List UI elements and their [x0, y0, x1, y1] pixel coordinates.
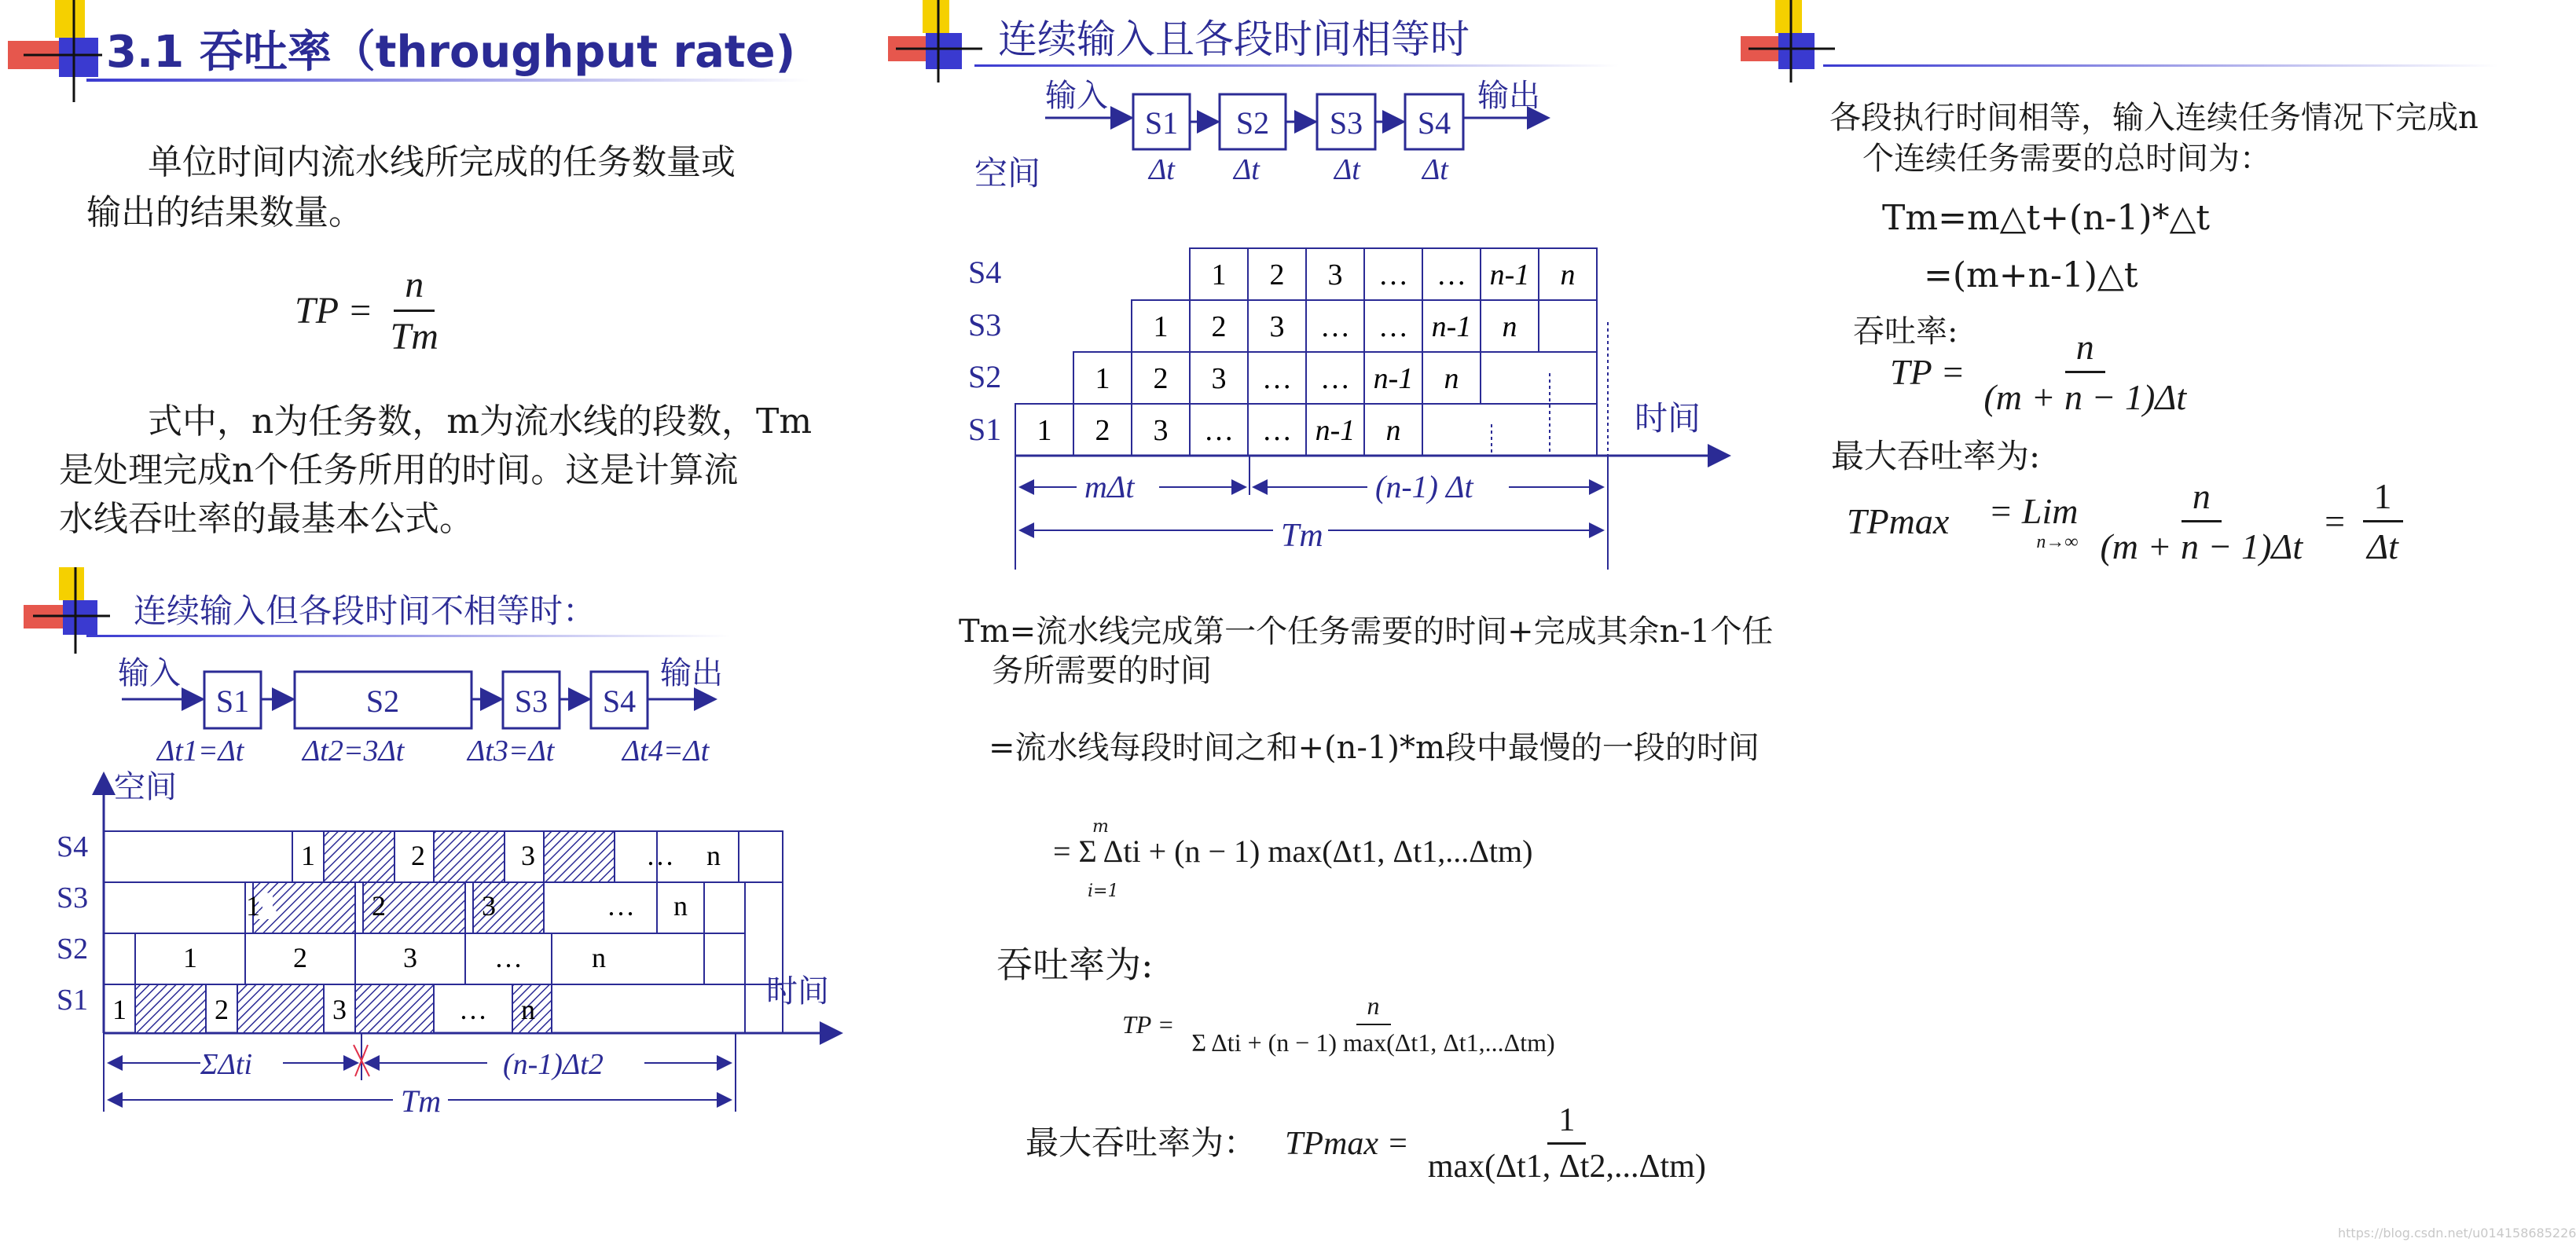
diagram1-row-label-s4: S4 [57, 830, 89, 863]
watermark: https://blog.csdn.net/u014158685226 [2338, 1226, 2576, 1241]
pipeline2-stage-s1-label: S1 [1144, 105, 1179, 141]
s3-cell-4: … [607, 890, 635, 922]
pipeline2-input-label: 输入 [1045, 78, 1108, 113]
col3-intro-line-1: 各段执行时间相等，输入连续任务情况下完成n [1829, 100, 2479, 136]
eq-s2-idle [1481, 352, 1597, 404]
eq-s4-cell-6-label: n-1 [1489, 258, 1530, 291]
eq-s3-cell-7-label: n [1502, 310, 1517, 343]
eq-s2-cell-5-label: … [1320, 362, 1350, 395]
s1-cell-4: … [459, 994, 487, 1025]
s2-cell-2: 2 [293, 942, 307, 973]
col3-tp-num: n [2065, 326, 2105, 373]
tp-basic-den: Tm [390, 316, 439, 357]
eq-s3-cell-1-label: 1 [1153, 310, 1169, 343]
eq-s4-cell-2-label: 2 [1269, 258, 1285, 291]
eq-s2-cell-6-label: n-1 [1373, 362, 1414, 395]
diagram1-row-label-s3: S3 [57, 881, 89, 914]
pipeline2-stage-s4-label: S4 [1417, 105, 1451, 141]
diagram1-row-s3 [104, 882, 745, 933]
col3-max-lim: = Lim [1988, 490, 2079, 531]
pipeline2-duration-2: Δt [1234, 153, 1260, 186]
spacetime-equal [959, 145, 1729, 574]
page-title: 3.1 吞吐率（throughput rate) [106, 27, 796, 78]
eq-s1-idle [1422, 404, 1597, 456]
col3-tm-line-1: Tm=m△t+(n-1)*△t [1882, 198, 2211, 238]
s2-cell-3: 3 [403, 942, 417, 973]
pipeline1-input-label: 输入 [118, 655, 181, 691]
col3-max-label: 最大吞吐率为: [1831, 437, 2041, 475]
pipeline1-duration-2: Δt2=3Δt [303, 735, 405, 768]
eq-s2-cell-1-label: 1 [1095, 362, 1110, 395]
diagram2-row-label-s4: S4 [968, 255, 1002, 290]
definition-line-2: 输出的结果数量。 [86, 192, 363, 233]
column2-title: 连续输入且各段时间相等时 [998, 16, 1470, 62]
pipeline1-stage-s4-label: S4 [602, 683, 637, 719]
col3-tp-label: 吞吐率: [1853, 313, 1958, 350]
eq-s1-cell-1-label: 1 [1037, 414, 1052, 447]
eq-s4-cell-4-label: … [1378, 258, 1408, 291]
s3-cell-5: n [673, 890, 688, 922]
svg-text:1: 1 [260, 890, 274, 922]
col3-max-eq: = [2325, 501, 2346, 541]
col3-tp-formula [1890, 326, 2197, 418]
diagram1-row-label-s1: S1 [57, 984, 89, 1017]
diagram1-row-s1 [104, 984, 783, 1033]
eq-s1-cell-5-label: … [1262, 414, 1292, 447]
pipeline1-stage-s3-label: S3 [514, 683, 549, 719]
diagram2-y-axis-label: 空间 [974, 156, 1041, 192]
eq-s1-cell-3-label: 3 [1153, 414, 1169, 447]
tp-unequal-num: n [1356, 991, 1391, 1025]
s3-cell-2: 2 [372, 890, 386, 922]
eq-s1-cell-6-label: n-1 [1315, 414, 1356, 447]
diagram1-total: Tm [401, 1083, 442, 1119]
section-logo-icon [24, 567, 110, 654]
s3-cell-1: 1 [246, 890, 260, 922]
diagram1-row-label-s2: S2 [57, 933, 89, 966]
diagram2-total: Tm [1281, 518, 1323, 554]
tp-unequal-lhs: TP = [1122, 1010, 1175, 1039]
eq-s3-cell-6-label: n-1 [1431, 310, 1472, 343]
s2-cell-4: … [494, 942, 523, 973]
eq-s2-cell-4-label: … [1262, 362, 1292, 395]
pipeline2-duration-4: Δt [1422, 153, 1448, 186]
eq-s2-cell-3-label: 3 [1211, 362, 1227, 395]
s4-cell-4: … [646, 840, 674, 871]
explanation-line-1: 式中，n为任务数，m为流水线的段数，Tm [148, 401, 813, 442]
s2-cell-5: n [592, 942, 606, 973]
column2-logo-icon [888, 0, 982, 82]
s4-cell-3: 3 [521, 840, 535, 871]
diagram1-span-sum: ΣΔti [200, 1048, 252, 1081]
column3-underline [1823, 64, 2499, 67]
pipeline2-stage-s2-label: S2 [1235, 105, 1270, 141]
tpmax-label: 最大吞吐率为： [1026, 1123, 1257, 1162]
s4-cell-5: n [706, 840, 721, 871]
column2-underline [974, 64, 1619, 67]
title-underline [86, 79, 809, 82]
definition-line-1: 单位时间内流水线所完成的任务数量或 [148, 142, 736, 182]
col3-tp-lhs: TP = [1890, 352, 1965, 392]
tpmax-unequal-formula [1285, 1101, 1717, 1186]
diagram2-span-rest: (n-1) Δt [1375, 469, 1473, 504]
pipeline1-duration-3: Δt3=Δt [468, 735, 555, 768]
col3-max-den: (m + n − 1)Δt [2100, 526, 2303, 566]
explanation-line-3: 水线吞吐率的最基本公式。 [59, 499, 474, 539]
s1-cell-5: n [521, 994, 535, 1025]
eq-s3-cell-3-label: 3 [1269, 310, 1285, 343]
col3-max-den2: Δt [2367, 526, 2398, 566]
tp-unequal-den: Σ Δti + (n − 1) max(Δt1, Δt1,...Δtm) [1191, 1028, 1555, 1057]
col3-intro-line-2: 个连续任务需要的总时间为： [1862, 141, 2271, 177]
sum-formula: = Σ Δti + (n − 1) max(Δt1, Δt1,...Δtm) [1053, 834, 1533, 869]
tm-definition-line-3: =流水线每段时间之和+(n-1)*m段中最慢的一段的时间 [989, 730, 1760, 766]
pipeline2-stage-s3-label: S3 [1329, 105, 1363, 141]
pipeline1-stage-s2-label: S2 [365, 683, 400, 719]
col3-max-num: n [2182, 475, 2222, 522]
s4-cell-1: 1 [301, 840, 315, 871]
pipeline1-stage-s1-label: S1 [215, 683, 250, 719]
eq-s1-cell-2-label: 2 [1095, 414, 1110, 447]
diagram2-row-label-s1: S1 [968, 412, 1002, 447]
diagram1-row-s2 [135, 933, 704, 984]
tp-basic-formula [295, 263, 450, 358]
section-subtitle-unequal: 连续输入但各段时间不相等时： [134, 592, 596, 630]
tp-basic-lhs: TP = [295, 290, 373, 332]
subtitle-underline [86, 635, 731, 637]
pipeline1-duration-1: Δt1=Δt [157, 735, 244, 768]
s1-cell-2: 2 [215, 994, 229, 1025]
eq-s2-cell-2-label: 2 [1153, 362, 1169, 395]
s1-cell-1: 1 [112, 994, 127, 1025]
column3-logo-icon [1741, 0, 1835, 82]
pipeline-unequal [110, 644, 770, 770]
diagram1-x-axis-label: 时间 [766, 973, 829, 1009]
tp-basic-num: n [394, 263, 435, 312]
explanation-line-2: 是处理完成n个任务所用的时间。这是计算流 [59, 450, 739, 490]
col3-max-num2: 1 [2363, 475, 2403, 522]
s1-cell-3: 3 [332, 994, 347, 1025]
eq-s3-idle [1539, 300, 1597, 352]
pipeline2-output-label: 输出 [1477, 78, 1540, 113]
s3-cell-3: 3 [482, 890, 496, 922]
diagram2-x-axis-label: 时间 [1635, 401, 1701, 438]
eq-s4-cell-5-label: … [1437, 258, 1466, 291]
eq-s1-cell-4-label: … [1204, 414, 1234, 447]
pipeline2-duration-3: Δt [1334, 153, 1360, 186]
tpmax-unequal-den: max(Δt1, Δt2,...Δtm) [1427, 1149, 1706, 1185]
slide-logo-icon [8, 0, 102, 102]
diagram1-span-rest: (n-1)Δt2 [503, 1048, 604, 1081]
col3-max-lim-sub: n→∞ [2036, 531, 2079, 552]
sum-lower-limit: i=1 [1088, 881, 1119, 901]
col3-max-lhs: TPmax [1847, 501, 1950, 541]
col3-tm-line-2: =(m+n-1)△t [1924, 255, 2138, 295]
eq-s4-cell-7-label: n [1560, 258, 1576, 291]
s4-cell-2: 2 [411, 840, 425, 871]
s2-cell-1: 1 [183, 942, 197, 973]
tp-label: 吞吐率为: [996, 944, 1154, 986]
tm-definition-line-1: Tm=流水线完成第一个任务需要的时间+完成其余n-1个任 [959, 614, 1774, 650]
diagram2-row-label-s3: S3 [968, 307, 1002, 343]
tp-unequal-formula [1122, 991, 1566, 1057]
eq-s3-cell-4-label: … [1320, 310, 1350, 343]
eq-s1-cell-7-label: n [1385, 414, 1401, 447]
col3-max-formula [1847, 475, 2409, 567]
pipeline1-output-label: 输出 [660, 655, 723, 691]
sum-upper-limit: m [1092, 817, 1109, 837]
eq-s3-cell-5-label: … [1378, 310, 1408, 343]
pipeline1-duration-4: Δt4=Δt [622, 735, 710, 768]
eq-s3-cell-2-label: 2 [1211, 310, 1227, 343]
eq-s2-cell-7-label: n [1444, 362, 1459, 395]
diagram2-row-label-s2: S2 [968, 359, 1002, 394]
diagram1-row-s4 [104, 831, 783, 882]
diagram2-span-first: mΔt [1084, 469, 1135, 504]
diagram2-grid [1015, 248, 1597, 456]
tpmax-unequal-num: 1 [1547, 1101, 1586, 1145]
pipeline2-duration-1: Δt [1149, 153, 1175, 186]
diagram1-y-axis-label: 空间 [114, 769, 177, 804]
tpmax-unequal-lhs: TPmax = [1285, 1125, 1409, 1162]
col3-tp-den: (m + n − 1)Δt [1983, 377, 2187, 417]
spacetime-unequal [47, 766, 864, 1127]
eq-s4-cell-1-label: 1 [1211, 258, 1227, 291]
tm-definition-line-2: 务所需要的时间 [992, 653, 1212, 689]
eq-s4-cell-3-label: 3 [1327, 258, 1343, 291]
